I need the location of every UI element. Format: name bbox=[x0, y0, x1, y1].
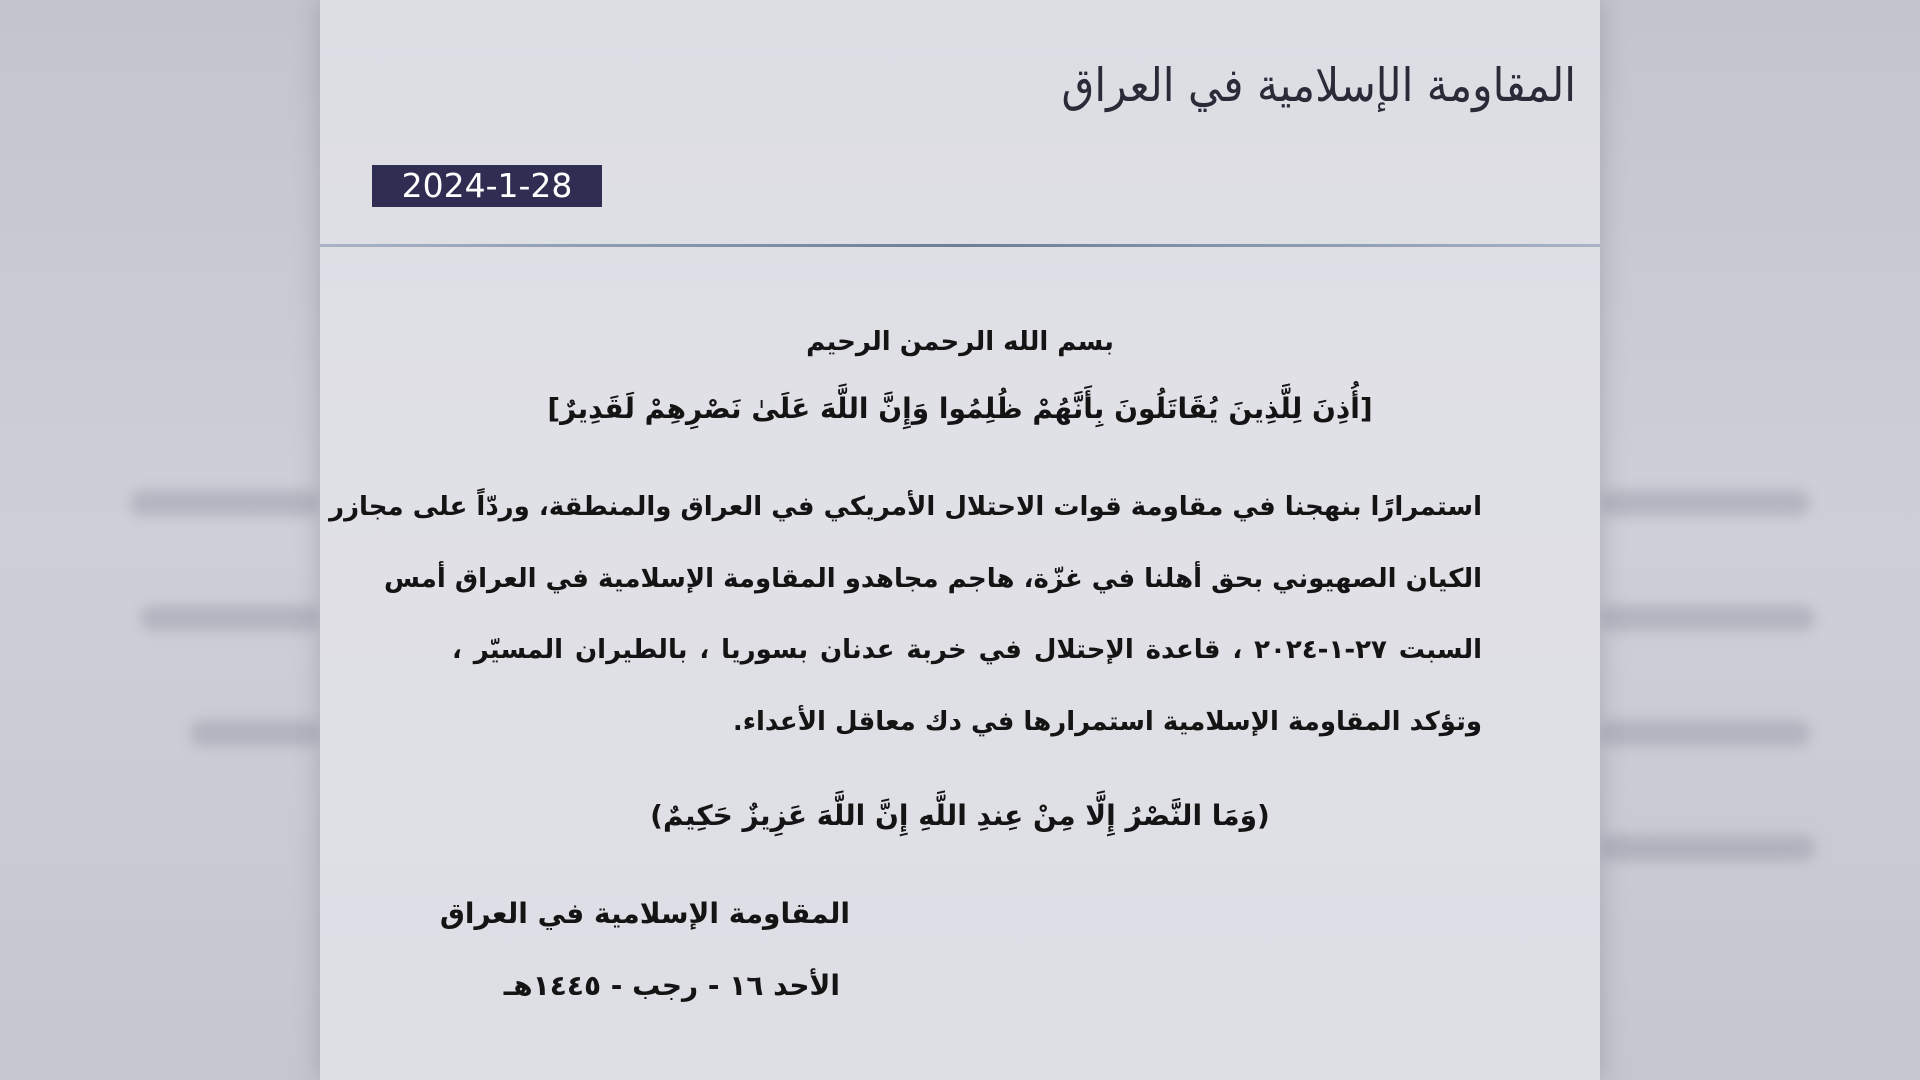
blurred-text-line bbox=[1600, 835, 1815, 861]
date-badge: 2024-1-28 bbox=[372, 165, 602, 207]
blurred-text-line bbox=[140, 605, 320, 631]
blurred-text-line bbox=[1600, 490, 1810, 516]
basmala: بسم الله الرحمن الرحيم bbox=[806, 327, 1114, 357]
paragraph-line: استمرارًا بنهجنا في مقاومة قوات الاحتلال الأمريكي في العراق والمنطقة، وردّاً على مجازر bbox=[329, 492, 1482, 522]
document-header bbox=[320, 0, 1600, 244]
signature-date: الأحد ١٦ - رجب - ١٤٤٥هـ bbox=[503, 969, 840, 1002]
statement-document bbox=[320, 0, 1600, 1080]
closing-verse: (وَمَا النَّصْرُ إِلَّا مِنْ عِندِ اللَّهِ إِنَّ اللَّهَ عَزِيزٌ حَكِيمٌ) bbox=[650, 799, 1270, 832]
paragraph-line: الكيان الصهيوني بحق أهلنا في غزّة، هاجم مجاهدو المقاومة الإسلامية في العراق أمس bbox=[384, 564, 1482, 594]
statement-body bbox=[320, 247, 1600, 1080]
signature-organization: المقاومة الإسلامية في العراق bbox=[439, 897, 850, 930]
blurred-text-line bbox=[1600, 720, 1810, 746]
paragraph-line: وتؤكد المقاومة الإسلامية استمرارها في دك معاقل الأعداء. bbox=[732, 707, 1482, 737]
paragraph-line: السبت ٢٧-١-٢٠٢٤ ، قاعدة الإحتلال في خربة عدنان بسوريا ، بالطيران المسيّر ، bbox=[452, 635, 1482, 665]
opening-verse: [أُذِنَ لِلَّذِينَ يُقَاتَلُونَ بِأَنَّهُمْ ظُلِمُوا وَإِنَّ اللَّهَ عَلَىٰ نَصْرِهِمْ لَقَدِيرٌ] bbox=[547, 392, 1373, 425]
blurred-text-line bbox=[1600, 605, 1815, 631]
organization-logo: المقاومة الإسلامية في العراق bbox=[1061, 58, 1576, 112]
blurred-text-line bbox=[190, 720, 320, 746]
blurred-text-line bbox=[130, 490, 320, 516]
